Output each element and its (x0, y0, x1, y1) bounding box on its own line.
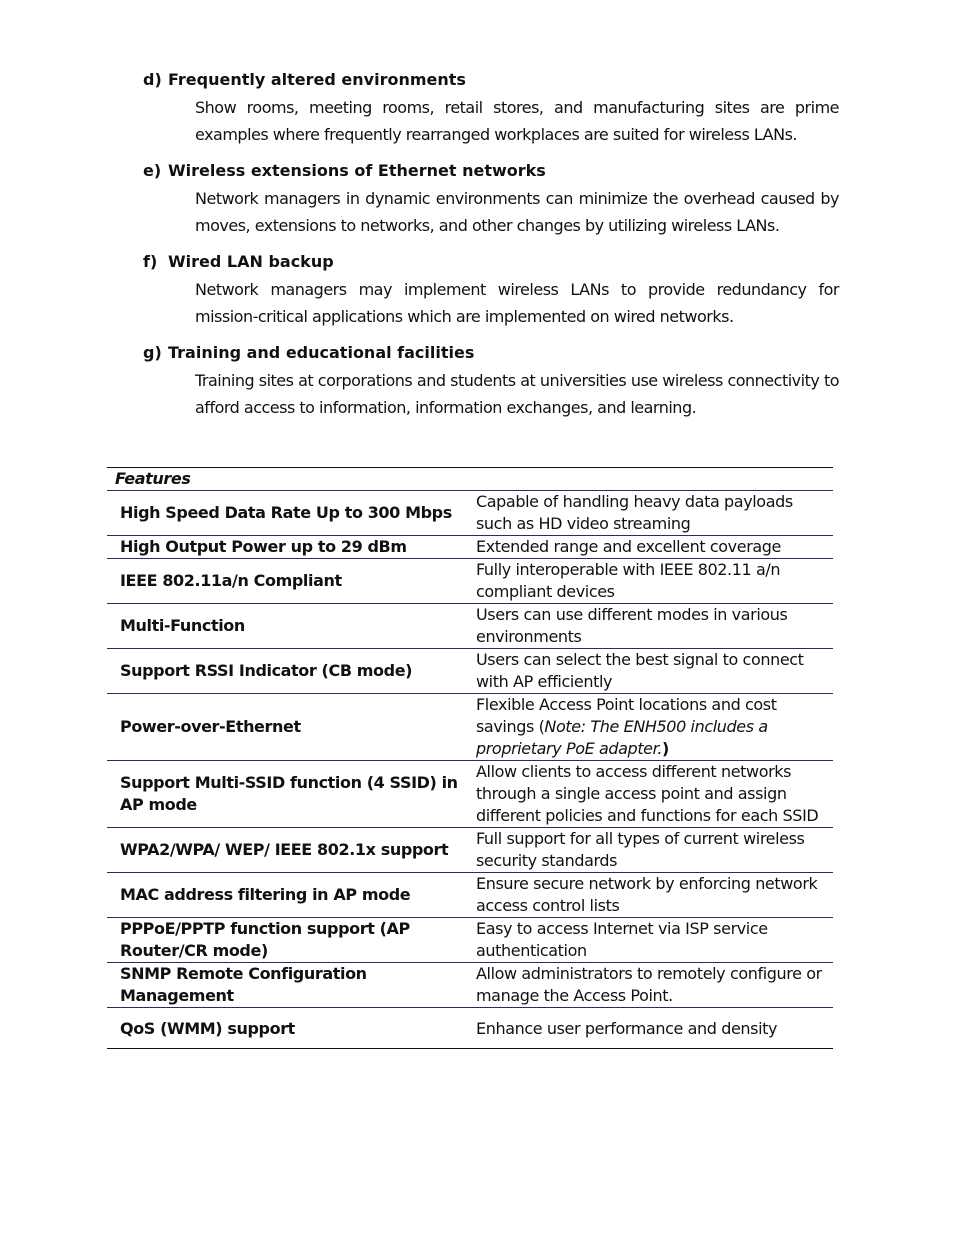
feature-description: Easy to access Internet via ISP service authentication (476, 919, 768, 960)
feature-name: Power-over-Ethernet (120, 717, 301, 736)
table-row (107, 536, 833, 559)
table-row (107, 1008, 833, 1049)
features-header: Features (115, 469, 191, 488)
application-heading (143, 339, 839, 367)
application-description: Show rooms, meeting rooms, retail stores, and manufacturing sites are prime examples where frequently rearranged workplaces are suited for wireless LANs. (195, 98, 839, 144)
application-list (143, 66, 839, 430)
feature-name: IEEE 802.11a/n Compliant (120, 571, 342, 590)
table-row (107, 828, 833, 873)
application-title: Frequently altered environments (168, 70, 466, 89)
feature-name: High Speed Data Rate Up to 300 Mbps (120, 503, 452, 522)
application-item (143, 248, 839, 330)
application-letter: g) (143, 343, 162, 362)
feature-description: Extended range and excellent coverage (476, 537, 781, 556)
application-item (143, 157, 839, 239)
feature-description: Fully interoperable with IEEE 802.11 a/n compliant devices (476, 560, 781, 601)
feature-name: QoS (WMM) support (120, 1019, 295, 1038)
application-heading (143, 248, 839, 276)
feature-description: Capable of handling heavy data payloads such as HD video streaming (476, 492, 793, 533)
table-row (107, 761, 833, 828)
application-heading (143, 66, 839, 94)
feature-description (470, 694, 833, 761)
feature-name: WPA2/WPA/ WEP/ IEEE 802.1x support (120, 840, 449, 859)
table-row (107, 963, 833, 1008)
feature-description: Enhance user performance and density (476, 1019, 778, 1038)
application-item (143, 66, 839, 148)
feature-note: Note: The ENH500 includes a proprietary PoE adapter. (476, 717, 768, 758)
features-header-row (107, 468, 833, 491)
application-title: Wireless extensions of Ethernet networks (168, 161, 546, 180)
feature-name: High Output Power up to 29 dBm (120, 537, 407, 556)
application-item (143, 339, 839, 421)
feature-name: SNMP Remote Configuration Management (120, 964, 367, 1005)
application-letter: f) (143, 252, 158, 271)
application-description: Network managers may implement wireless LANs to provide redundancy for mission-critical applications which are implemented on wired networks. (195, 280, 839, 326)
feature-description: Users can select the best signal to connect with AP efficiently (476, 650, 804, 691)
table-row (107, 873, 833, 918)
feature-note-close: ) (662, 739, 669, 758)
table-row (107, 604, 833, 649)
feature-description: Allow administrators to remotely configure or manage the Access Point. (476, 964, 822, 1005)
table-row (107, 694, 833, 761)
feature-name: Support Multi-SSID function (4 SSID) in AP mode (120, 773, 458, 814)
application-title: Training and educational facilities (168, 343, 475, 362)
application-heading (143, 157, 839, 185)
table-row (107, 649, 833, 694)
table-row (107, 559, 833, 604)
table-row (107, 491, 833, 536)
feature-description-text: Flexible Access Point locations and cost savings ( (476, 695, 777, 736)
feature-description: Allow clients to access different networks through a single access point and assign different policies and functions for each SSID (476, 762, 819, 825)
features-table (107, 467, 833, 1049)
feature-description: Full support for all types of current wireless security standards (476, 829, 805, 870)
application-title: Wired LAN backup (168, 252, 334, 271)
table-row (107, 918, 833, 963)
feature-name: Support RSSI Indicator (CB mode) (120, 661, 413, 680)
feature-name: Multi-Function (120, 616, 245, 635)
feature-name: PPPoE/PPTP function support (AP Router/CR mode) (120, 919, 410, 960)
feature-description: Users can use different modes in various environments (476, 605, 788, 646)
application-description: Network managers in dynamic environments can minimize the overhead caused by moves, extensions to networks, and other changes by utilizing wireless LANs. (195, 189, 839, 235)
application-description: Training sites at corporations and students at universities use wireless connectivity to afford access to information, information exchanges, and learning. (195, 371, 839, 417)
feature-name: MAC address filtering in AP mode (120, 885, 411, 904)
application-letter: e) (143, 161, 162, 180)
application-letter: d) (143, 70, 162, 89)
feature-description: Ensure secure network by enforcing network access control lists (476, 874, 818, 915)
